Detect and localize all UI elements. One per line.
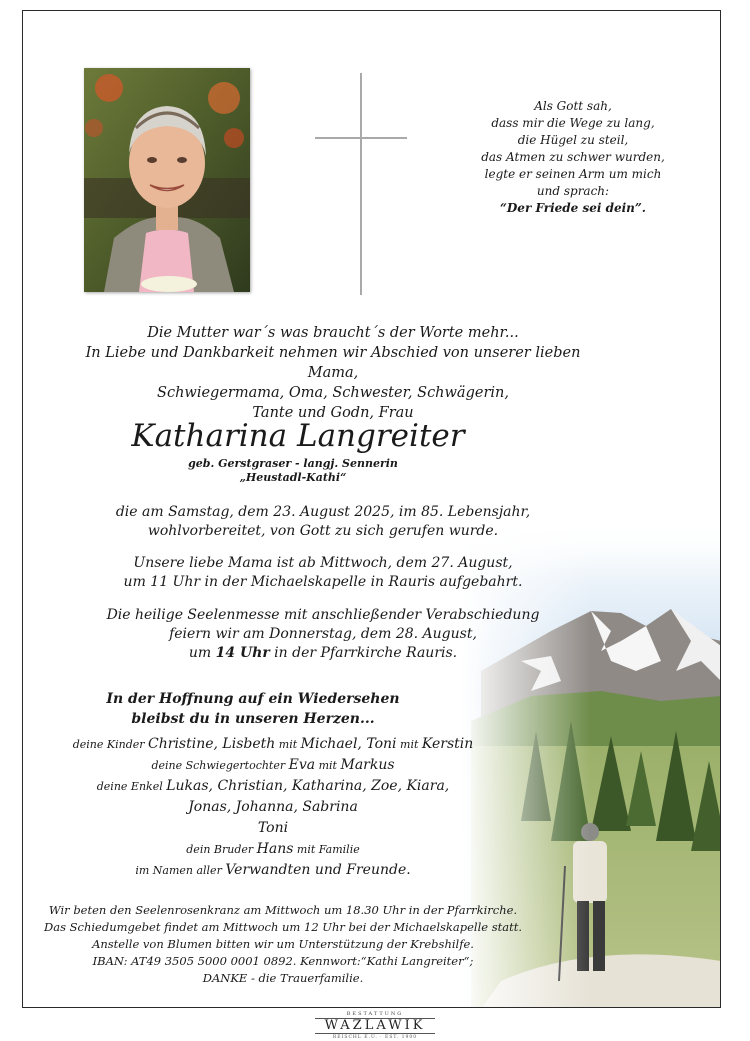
grandchildren-names-2: Jonas, Johanna, Sabrina	[188, 799, 358, 815]
mit-word: mit	[275, 738, 301, 751]
logo-name: WAZLAWIK	[315, 1018, 435, 1034]
logo-top-text: BESTATTUNG	[346, 1011, 404, 1017]
hope-text	[63, 689, 443, 729]
laying-out-line: Unsere liebe Mama ist ab Mittwoch, dem 27. August,	[133, 555, 513, 571]
logo-bottom-text: REISCHL E.U. · EST. 1900	[332, 1035, 418, 1040]
poem-line: das Atmen zu schwer wurden,	[481, 150, 665, 164]
children-names-2: Michael, Toni	[300, 736, 397, 752]
intro-text	[63, 323, 603, 423]
mass-notice	[63, 606, 583, 663]
daughter-in-law-row	[63, 755, 483, 776]
intro-line: In Liebe und Dankbarkeit nehmen wir Abschied von unserer lieben Mama,	[85, 345, 581, 381]
portrait-photo	[84, 68, 250, 292]
intro-line: Tante und Godn, Frau	[252, 405, 414, 421]
footer-line: Wir beten den Seelenrosenkranz am Mittwoch um 18.30 Uhr in der Pfarrkirche.	[48, 903, 518, 917]
intro-line: Schwiegermama, Oma, Schwester, Schwägerin,	[157, 385, 509, 401]
daughter-in-law-prefix: deine Schwiegertochter	[151, 759, 289, 772]
mass-time-suffix: in der Pfarrkirche Rauris.	[269, 645, 458, 661]
grandchildren-row	[63, 776, 483, 797]
mit-word: mit	[315, 759, 341, 772]
laying-out-line: um 11 Uhr in der Michaelskapelle in Rauris aufgebahrt.	[123, 574, 523, 590]
poem	[453, 98, 693, 217]
deceased-subtitle	[133, 457, 453, 485]
mass-line: feiern wir am Donnerstag, dem 28. August,	[169, 626, 477, 642]
relatives-row	[63, 860, 483, 881]
hope-line: bleibst du in unseren Herzen...	[131, 711, 375, 727]
death-notice-line: die am Samstag, dem 23. August 2025, im 85. Lebensjahr,	[115, 504, 531, 520]
mass-time: 14 Uhr	[215, 645, 270, 661]
death-notice	[63, 503, 583, 541]
cross-icon	[315, 73, 407, 295]
poem-closing-line: “Der Friede sei dein”.	[500, 201, 646, 215]
poem-line: Als Gott sah,	[534, 99, 612, 113]
poem-line: legte er seinen Arm um mich	[484, 167, 662, 181]
children-prefix: deine Kinder	[72, 738, 149, 751]
deceased-name: Katharina Langreiter	[131, 418, 465, 454]
daughter-in-law-partner: Markus	[340, 757, 395, 773]
children-names-3: Kerstin	[421, 736, 474, 752]
footer-line: DANKE - die Trauerfamilie.	[202, 971, 364, 985]
hope-line: In der Hoffnung auf ein Wiedersehen	[106, 691, 400, 707]
poem-line: die Hügel zu steil,	[517, 133, 629, 147]
mass-line-time	[63, 644, 583, 663]
footer-line: Anstelle von Blumen bitten wir um Unterstützung der Krebshilfe.	[92, 937, 474, 951]
maiden-name: geb. Gerstgraser - langj. Sennerin	[188, 457, 398, 470]
brother-name: Hans	[256, 841, 294, 857]
family-list	[63, 734, 483, 881]
daughter-in-law-name: Eva	[288, 757, 316, 773]
brother-suffix: mit Familie	[293, 843, 360, 856]
grandchildren-names-1: Lukas, Christian, Katharina, Zoe, Kiara,	[166, 778, 450, 794]
relatives-text: Verwandten und Freunde.	[225, 862, 411, 878]
children-row	[63, 734, 483, 755]
brother-prefix: dein Bruder	[186, 843, 257, 856]
funeral-home-logo	[315, 1011, 435, 1041]
mass-time-prefix: um	[188, 645, 216, 661]
obituary-card	[22, 10, 721, 1008]
nickname: „Heustadl-Kathi“	[239, 471, 347, 484]
death-notice-line: wohlvorbereitet, von Gott zu sich gerufen wurde.	[147, 523, 499, 539]
footer-notes	[23, 902, 543, 987]
brother-row	[63, 839, 483, 860]
grandchildren-prefix: deine Enkel	[96, 780, 167, 793]
laying-out-notice	[63, 554, 583, 592]
mit-word: mit	[396, 738, 422, 751]
great-grandchild-name: Toni	[257, 820, 289, 836]
mass-line: Die heilige Seelenmesse mit anschließender Verabschiedung	[106, 607, 540, 623]
children-names-1: Christine, Lisbeth	[148, 736, 276, 752]
footer-line: Das Schiedumgebet findet am Mittwoch um 12 Uhr bei der Michaelskapelle statt.	[44, 920, 522, 934]
intro-line: Die Mutter war´s was braucht´s der Worte mehr...	[147, 325, 519, 341]
poem-line: und sprach:	[536, 184, 610, 198]
relatives-prefix: im Namen aller	[135, 864, 226, 877]
footer-line: IBAN: AT49 3505 5000 0001 0892. Kennwort:“Kathi Langreiter“;	[92, 954, 474, 968]
poem-line: dass mir die Wege zu lang,	[491, 116, 655, 130]
